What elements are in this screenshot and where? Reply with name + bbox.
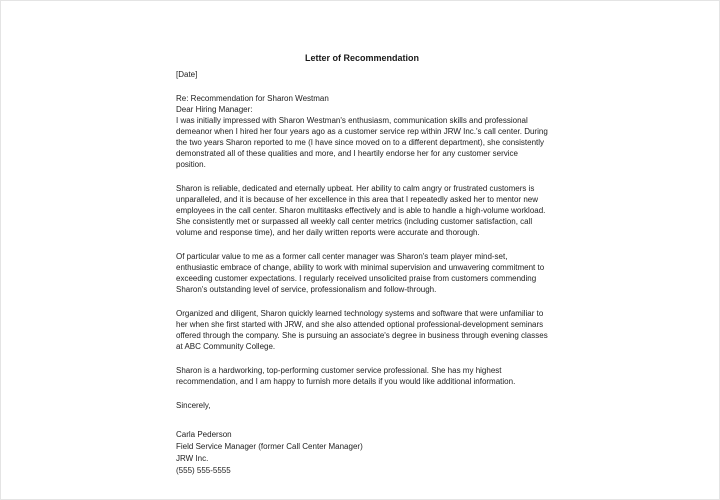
signature-name: Carla Pederson <box>176 430 232 439</box>
paragraph-3: Of particular value to me as a former call center manager was Sharon's team player mind-set, enthusiastic embrace of change, ability to work with minimal supervision and unwavering commitment to exceeding customer expectations. I regularly received unsolicited praise from customers commending Sharon's outstanding level of service, professionalism and follow-through. <box>176 252 545 294</box>
re-line: Re: Recommendation for Sharon Westman <box>176 94 329 103</box>
signature-company: JRW Inc. <box>176 454 209 463</box>
closing-salutation: Sincerely, <box>176 401 211 410</box>
signature-block <box>176 429 548 476</box>
paragraph-5: Sharon is a hardworking, top-performing customer service professional. She has my highest recommendation, and I am happy to furnish more details if you would like additional information. <box>176 366 516 386</box>
salutation: Dear Hiring Manager: <box>176 105 253 114</box>
opening-block <box>176 93 548 170</box>
paragraph-2: Sharon is reliable, dedicated and eternally upbeat. Her ability to calm angry or frustrated customers is unparalleled, and it is because of her excellence in this area that I repeatedly asked her to mentor new employees in the call center. Sharon multitasks effectively and is able to handle a high-volume workload. She consistently met or surpassed all weekly call center metrics (including customer satisfaction, call volume and response time), and her daily written reports were accurate and thorough. <box>176 184 546 237</box>
document-title: Letter of Recommendation <box>304 53 419 63</box>
paragraph-4: Organized and diligent, Sharon quickly learned technology systems and software that were unfamiliar to her when she first started with JRW, and she also attended optional professional-development seminars offered through the company. She is pursuing an associate's degree in business through evening classes at ABC Community College. <box>176 309 548 351</box>
signature-title: Field Service Manager (former Call Center Manager) <box>176 442 363 451</box>
date-placeholder: [Date] <box>176 70 198 79</box>
signature-phone: (555) 555-5555 <box>176 466 231 475</box>
paragraph-1: I was initially impressed with Sharon Westman's enthusiasm, communication skills and professional demeanor when I hired her four years ago as a customer service rep within JRW Inc.'s call center. During the two years Sharon reported to me (I have since moved on to a different department), she consistently demonstrated all of these qualities and more, and I heartily endorse her for any customer service position. <box>176 116 548 169</box>
letter-body <box>176 53 548 477</box>
